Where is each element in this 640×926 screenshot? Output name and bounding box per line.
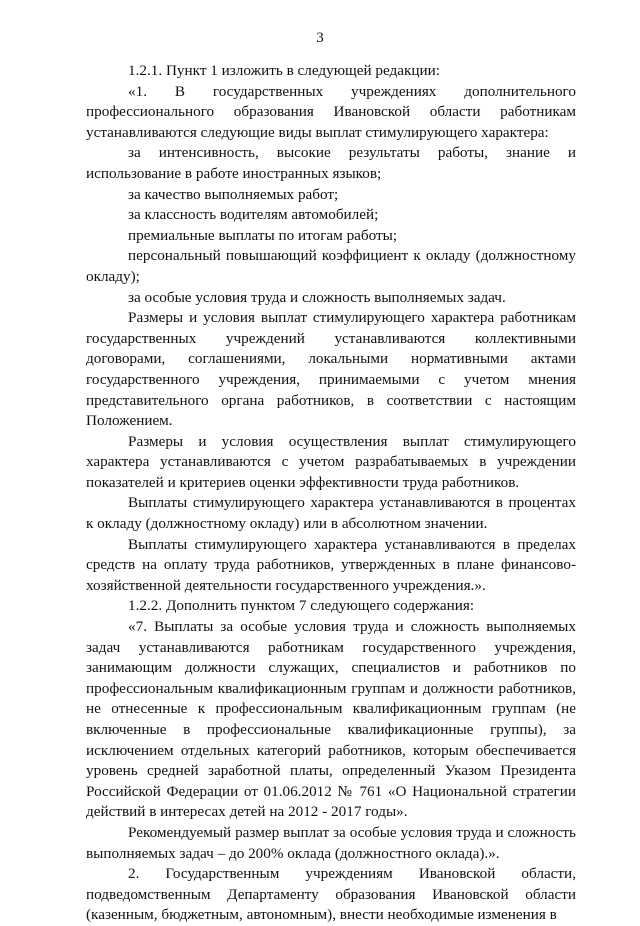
paragraph: Размеры и условия выплат стимулирующего характера работникам государственных учреждений устанавливаются коллективными договорами, соглашениями, локальными нормативными актами государственного учреждения, принимаемыми с учетом мнения представительного органа работников, в соответствии с настоящим Положением. <box>86 309 576 430</box>
document-body <box>86 61 576 926</box>
paragraph: Размеры и условия осуществления выплат стимулирующего характера устанавливаются с учетом разрабатываемых в учреждении показателей и критериев оценки эффективности труда работников. <box>86 432 576 491</box>
paragraph-clause-1-2-2: 1.2.2. Дополнить пунктом 7 следующего содержания: <box>128 597 475 615</box>
paragraph: Выплаты стимулирующего характера устанавливаются в пределах средств на оплату труда работников, утвержденных в плане финансово-хозяйственной деятельности государственного учреждения.». <box>86 535 576 594</box>
paragraph-item-7: «7. Выплаты за особые условия труда и сложность выполняемых задач устанавливаются работникам государственного учреждения, занимающим должности служащих, специалистов и работников по профессиональным квалификационным группам и должности работников, не отнесенные к профессиональным квалификационным группам (не включенные в профессиональные квалификационные группы), за исключением отдельных категорий работников, которым обеспечивается уровень средней заработной платы, определенный Указом Президента Российской Федерации от 01.06.2012 № 761 «О Национальной стратегии действий в интересах детей на 2012 - 2017 годы». <box>86 618 576 821</box>
paragraph: Рекомендуемый размер выплат за особые условия труда и сложность выполняемых задач – до 200% оклада (должностного оклада).». <box>86 823 576 862</box>
paragraph-clause-1-2-1: 1.2.1. Пункт 1 изложить в следующей редакции: <box>128 62 441 79</box>
paragraph-list-item: за особые условия труда и сложность выполняемых задач. <box>128 288 506 306</box>
paragraph-list-item: за интенсивность, высокие результаты работы, знание и использование в работе иностранных языков; <box>86 144 576 182</box>
page-number: 3 <box>316 30 324 46</box>
paragraph-list-item: премиальные выплаты по итогам работы; <box>128 226 398 244</box>
paragraph-item-1: «1. В государственных учреждениях дополнительного профессионального образования Ивановской области работникам устанавливаются следующие виды выплат стимулирующего характера: <box>86 82 576 141</box>
paragraph-list-item: за классность водителям автомобилей; <box>128 206 379 224</box>
paragraph-list-item: персональный повышающий коэффициент к окладу (должностному окладу); <box>86 247 576 285</box>
paragraph-list-item: за качество выполняемых работ; <box>128 185 339 203</box>
paragraph-item-2: 2. Государственным учреждениям Ивановской области, подведомственным Департаменту образования Ивановской области (казенным, бюджетным, автономным), внести необходимые изменения в <box>86 865 576 924</box>
paragraph: Выплаты стимулирующего характера устанавливаются в процентах к окладу (должностному окладу) или в абсолютном значении. <box>86 494 576 533</box>
